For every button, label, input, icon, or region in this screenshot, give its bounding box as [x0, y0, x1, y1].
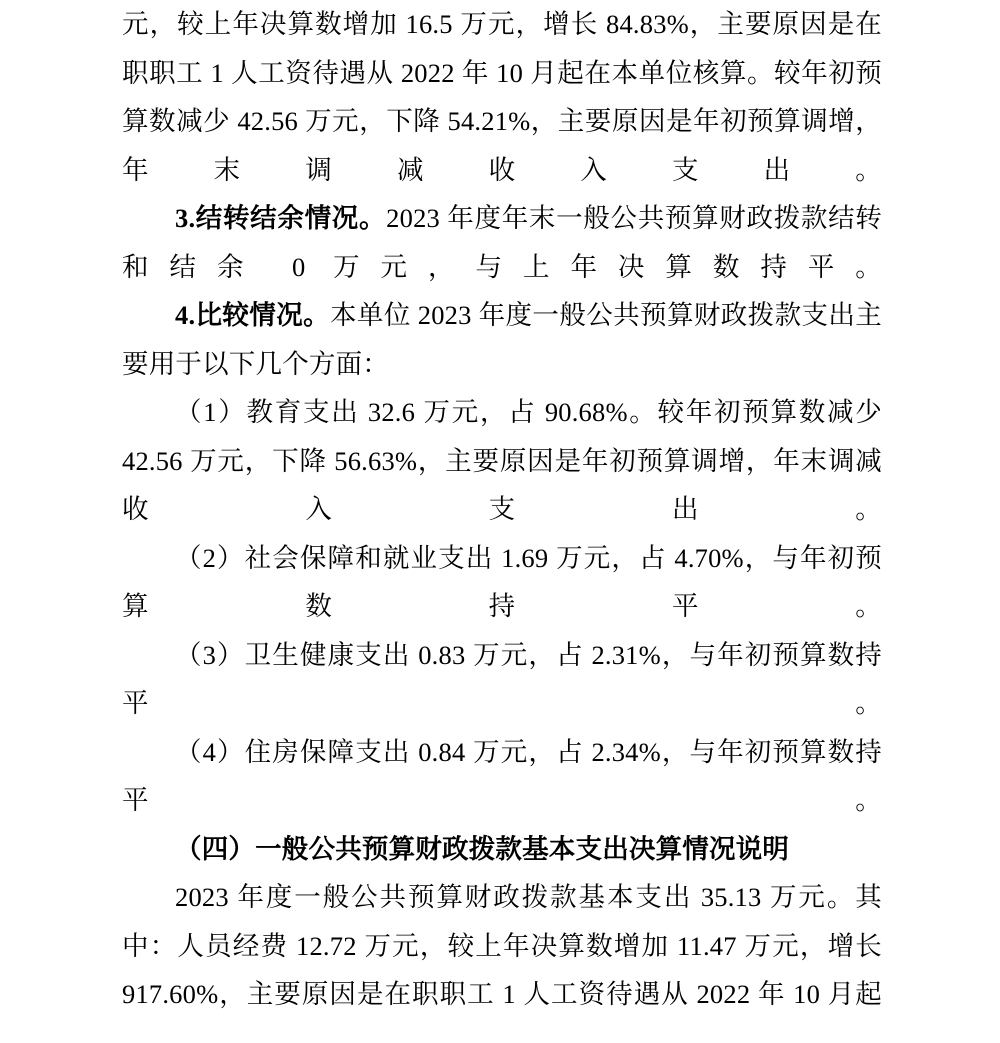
para-continued-revenue-run-0: 元，较上年决算数增加 16.5 万元，增长 84.83%，主要原因是在职职工 1 人工资待遇从 2022 年 10 月起在本单位核算。较年初预算数减少 42.56 万元，下降 54.21%，主要原因是年初预算调增，年末调减收入支出。 — [122, 9, 882, 185]
para-item-2-social-security-run-0: （2）社会保障和就业支出 1.69 万元，占 4.70%，与年初预算数持平。 — [122, 542, 882, 621]
para-item-3-health — [122, 631, 882, 728]
para-continued-revenue — [122, 0, 882, 194]
para-item-4-housing-run-0: （4）住房保障支出 0.84 万元，占 2.34%，与年初预算数持平。 — [122, 736, 882, 815]
para-4-comparison-run-0: 4.比较情况。 — [175, 300, 331, 330]
para-3-carryover — [122, 194, 882, 291]
para-item-4-housing — [122, 728, 882, 825]
para-4-comparison-run-1: 本单位 2023 年度一般公共预算财政拨款支出主要用于以下几个方面： — [122, 300, 882, 379]
para-item-2-social-security — [122, 534, 882, 631]
para-3-carryover-run-1: 2023 年度年末一般公共预算财政拨款结转和结余 0 万元，与上年决算数持平。 — [122, 203, 882, 282]
para-item-1-education-run-0: （1）教育支出 32.6 万元，占 90.68%。较年初预算数减少 42.56 万元，下降 56.63%，主要原因是年初预算调增，年末调减收入支出。 — [122, 397, 882, 524]
heading-4-basic-expenditure — [122, 825, 882, 874]
para-basic-expenditure-detail-run-0: 2023 年度一般公共预算财政拨款基本支出 35.13 万元。其中：人员经费 12.72 万元，较上年决算数增加 11.47 万元，增长 917.60%，主要原因是在职职工 1 人工资待遇从 2022 年 10 月起 — [122, 882, 882, 1009]
para-item-1-education — [122, 388, 882, 534]
para-basic-expenditure-detail — [122, 873, 882, 1019]
document-body — [122, 0, 882, 1019]
para-4-comparison — [122, 291, 882, 388]
heading-4-basic-expenditure-run-0: （四）一般公共预算财政拨款基本支出决算情况说明 — [175, 833, 790, 864]
para-3-carryover-run-0: 3.结转结余情况。 — [175, 203, 387, 233]
para-item-3-health-run-0: （3）卫生健康支出 0.83 万元，占 2.31%，与年初预算数持平。 — [122, 639, 882, 718]
